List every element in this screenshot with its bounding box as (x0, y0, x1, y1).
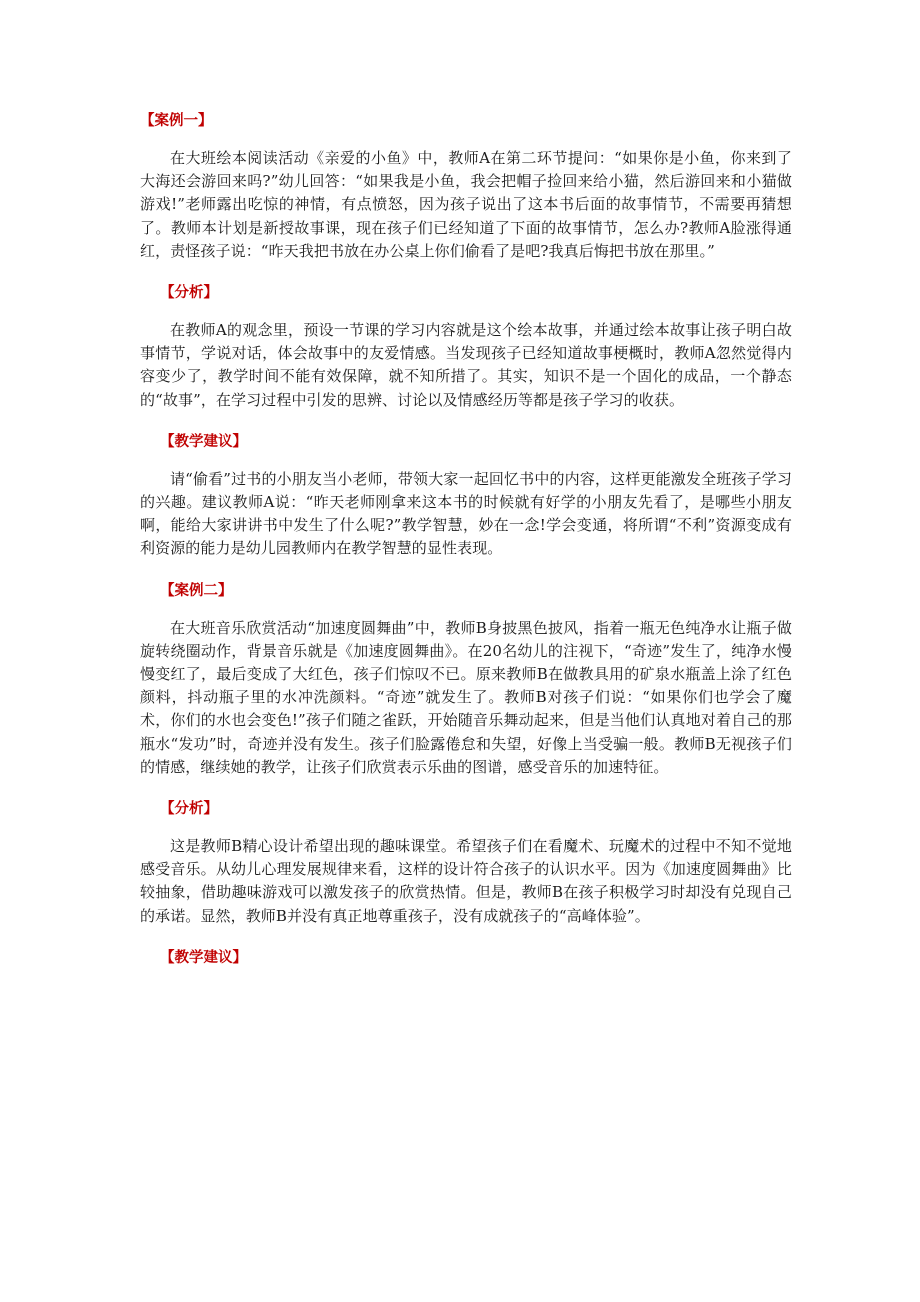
section-paragraph-case-2: 在大班音乐欣赏活动“加速度圆舞曲”中，教师B身披黑色披风，指着一瓶无色纯净水让瓶子做旋转绕圈动作，背景音乐就是《加速度圆舞曲》。在20名幼儿的注视下，“奇迹”发生了，纯净水慢慢变红了，最后变成了大红色，孩子们惊叹不已。原来教师B在做教具用的矿泉水瓶盖上涂了红色颜料，抖动瓶子里的水冲洗颜料。“奇迹”就发生了。教师B对孩子们说：“如果你们也学会了魔术，你们的水也会变色!”孩子们随之雀跃，开始随音乐舞动起来，但是当他们认真地对着自己的那瓶水“发功”时，奇迹并没有发生。孩子们脸露倦怠和失望，好像上当受骗一般。教师B无视孩子们的情感，继续她的教学，让孩子们欣赏表示乐曲的图谱，感受音乐的加速特征。 (140, 618, 792, 776)
section-heading-suggestion-2: 【教学建议】 (160, 949, 247, 966)
section-heading-case-1: 【案例一】 (140, 113, 213, 129)
section-paragraph-analysis-1: 在教师A的观念里，预设一节课的学习内容就是这个绘本故事，并通过绘本故事让孩子明白故事情节，学说对话，体会故事中的友爱情感。当发现孩子已经知道故事梗概时，教师A忽然觉得内容变少了，教学时间不能有效保障，就不知所措了。其实，知识不是一个固化的成品，一个静态的“故事”，在学习过程中引发的思辨、讨论以及情感经历等都是孩子学习的收获。 (140, 321, 792, 409)
document-page (140, 108, 792, 971)
section-heading-analysis-2: 【分析】 (160, 801, 218, 818)
section-paragraph-suggestion-1: 请“偷看”过书的小朋友当小老师，带领大家一起回忆书中的内容，这样更能激发全班孩子学习的兴趣。建议教师A说：“昨天老师刚拿来这本书的时候就有好学的小朋友先看了，是哪些小朋友啊，能给大家讲讲书中发生了什么呢?”教学智慧，妙在一念!学会变通，将所谓“不利”资源变成有利资源的能力是幼儿园教师内在教学智慧的显性表现。 (140, 469, 792, 558)
section-heading-suggestion-1: 【教学建议】 (160, 433, 247, 450)
section-heading-analysis-1: 【分析】 (160, 285, 218, 302)
section-paragraph-analysis-2: 这是教师B精心设计希望出现的趣味课堂。希望孩子们在看魔术、玩魔术的过程中不知不觉地感受音乐。从幼儿心理发展规律来看，这样的设计符合孩子的认识水平。因为《加速度圆舞曲》比较抽象，借助趣味游戏可以激发孩子的欣赏热情。但是，教师B在孩子积极学习时却没有兑现自己的承诺。显然，教师B并没有真正地尊重孩子，没有成就孩子的“高峰体验”。 (140, 837, 792, 925)
section-heading-case-2: 【案例二】 (160, 582, 233, 599)
section-paragraph-case-1: 在大班绘本阅读活动《亲爱的小鱼》中，教师A在第二环节提问：“如果你是小鱼，你来到了大海还会游回来吗?”幼儿回答：“如果我是小鱼，我会把帽子捡回来给小猫，然后游回来和小猫做游戏!”老师露出吃惊的神情，有点愤怒，因为孩子说出了这本书后面的故事情节，不需要再猜想了。教师本计划是新授故事课，现在孩子们已经知道了下面的故事情节，怎么办?教师A脸涨得通红，责怪孩子说：“昨天我把书放在办公桌上你们偷看了是吧?我真后悔把书放在那里。” (140, 149, 792, 260)
